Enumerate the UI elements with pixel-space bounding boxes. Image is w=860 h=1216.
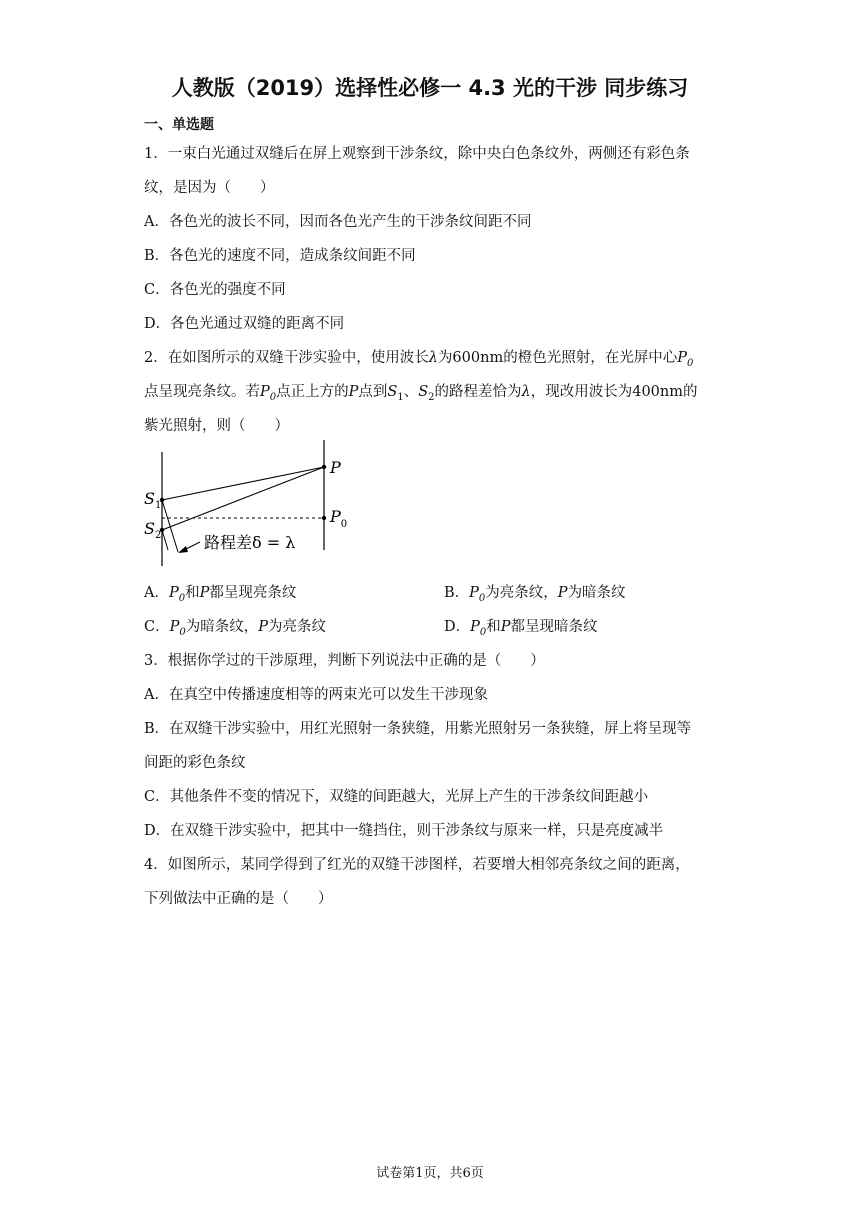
label-p0: $P_0$ bbox=[330, 507, 348, 530]
q3-stem: 3．根据你学过的干涉原理，判断下列说法中正确的是（ ） bbox=[144, 653, 545, 669]
path-diff-line bbox=[162, 500, 178, 552]
q1-stem-line1: 1．一束白光通过双缝后在屏上观察到干涉条纹，除中央白色条纹外，两侧还有彩色条 bbox=[144, 146, 690, 162]
q2-stem-line3: 紫光照射，则（ ） bbox=[144, 418, 289, 434]
q1-option-c: C．各色光的强度不同 bbox=[144, 282, 286, 298]
q4-stem-line2: 下列做法中正确的是（ ） bbox=[144, 891, 333, 907]
q1-option-a: A．各色光的波长不同，因而各色光产生的干涉条纹间距不同 bbox=[144, 214, 532, 230]
path-diff-line-2 bbox=[162, 530, 168, 550]
label-s1: $S_1$ bbox=[144, 489, 162, 511]
q2-option-d: D．$P_0$和P都呈现暗条纹 bbox=[444, 619, 598, 638]
q1-stem-line2: 纹，是因为（ ） bbox=[144, 180, 275, 196]
section-heading: 一、单选题 bbox=[144, 117, 214, 133]
q2-stem-line1: 2．在如图所示的双缝干涉实验中，使用波长λ为600nm的橙色光照射，在光屏中心$P_0$ bbox=[144, 350, 694, 369]
point-p bbox=[322, 465, 326, 469]
point-p0 bbox=[322, 516, 326, 520]
label-s2: $S_2$ bbox=[144, 519, 162, 541]
q1-option-b: B．各色光的速度不同，造成条纹间距不同 bbox=[144, 248, 416, 264]
arrow-head bbox=[178, 546, 188, 553]
q3-option-a: A．在真空中传播速度相等的两束光可以发生干涉现象 bbox=[144, 687, 488, 703]
page-title: 人教版（2019）选择性必修一 4.3 光的干涉 同步练习 bbox=[171, 76, 689, 100]
q3-option-d: D．在双缝干涉实验中，把其中一缝挡住，则干涉条纹与原来一样，只是亮度减半 bbox=[144, 823, 664, 839]
q3-option-b-line1: B．在双缝干涉实验中，用红光照射一条狭缝，用紫光照射另一条狭缝，屏上将呈现等 bbox=[144, 721, 692, 737]
label-path-difference: 路程差δ = λ bbox=[204, 533, 296, 552]
q2-option-c: C．$P_0$为暗条纹，P为亮条纹 bbox=[144, 619, 327, 638]
page-footer: 试卷第1页，共6页 bbox=[376, 1166, 484, 1181]
q3-option-b-line2: 间距的彩色条纹 bbox=[144, 755, 246, 771]
q2-stem-line2: 点呈现亮条纹。若$P_0$点正上方的P点到$S_1$、$S_2$的路程差恰为λ，现改用波长为400nm的 bbox=[144, 384, 698, 403]
q2-option-a: A．$P_0$和P都呈现亮条纹 bbox=[144, 585, 297, 604]
double-slit-diagram bbox=[140, 438, 380, 568]
label-p: P bbox=[330, 458, 341, 477]
ray-s2-p bbox=[162, 467, 324, 530]
q1-option-d: D．各色光通过双缝的距离不同 bbox=[144, 316, 345, 332]
q2-option-b: B．$P_0$为亮条纹，P为暗条纹 bbox=[444, 585, 626, 604]
q3-option-c: C．其他条件不变的情况下，双缝的间距越大，光屏上产生的干涉条纹间距越小 bbox=[144, 789, 649, 805]
q4-stem-line1: 4．如图所示，某同学得到了红光的双缝干涉图样，若要增大相邻亮条纹之间的距离， bbox=[144, 857, 690, 873]
ray-s1-p bbox=[162, 467, 324, 500]
